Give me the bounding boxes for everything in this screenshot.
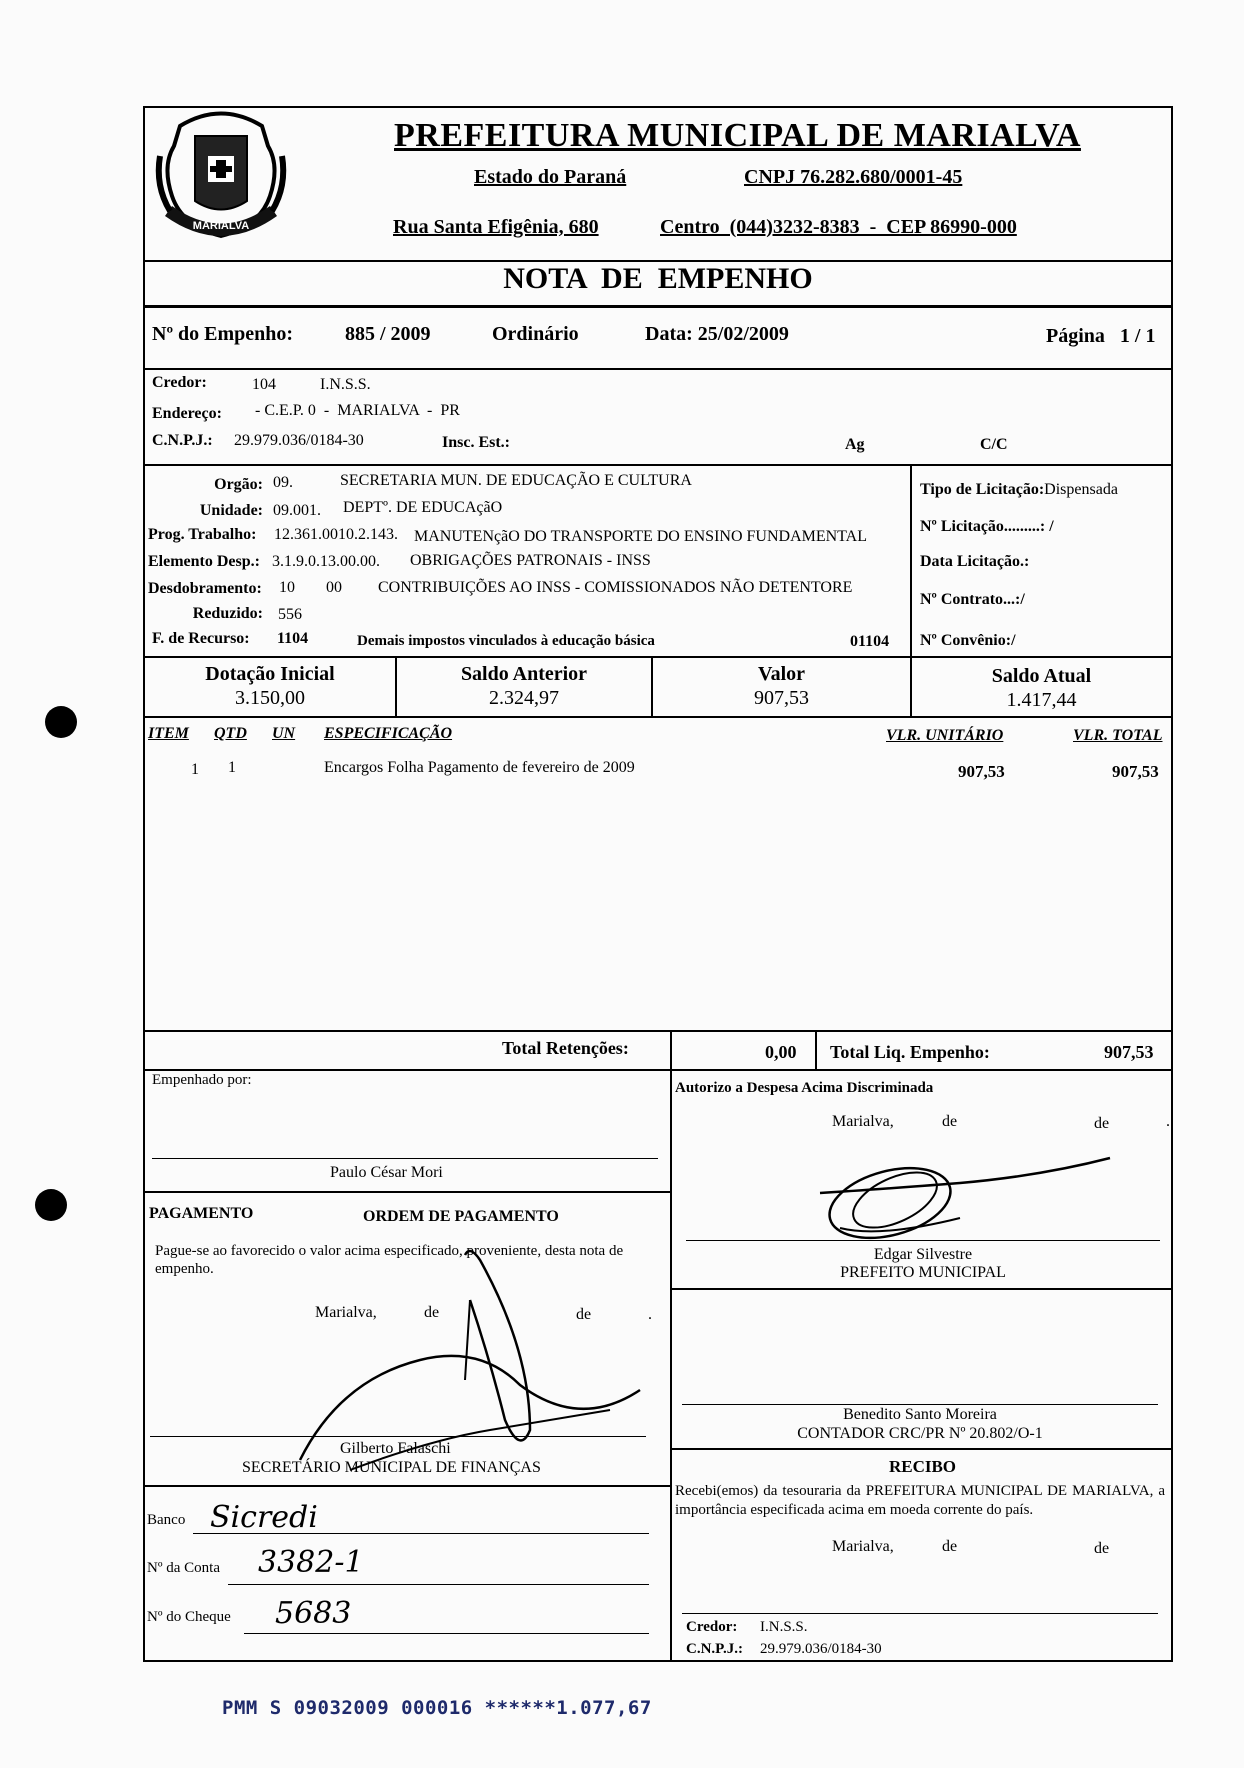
- banco-label: Banco: [147, 1512, 186, 1528]
- item-unit-value: 907,53: [958, 762, 1005, 781]
- empenho-label: Nº do Empenho:: [152, 323, 294, 345]
- punch-hole-bottom: [35, 1189, 67, 1221]
- empenho-date: Data: 25/02/2009: [645, 323, 789, 345]
- autorizo-role: PREFEITO MUNICIPAL: [840, 1264, 1006, 1281]
- desdobramento-b: 00: [326, 579, 342, 596]
- desdobramento-a: 10: [279, 579, 295, 596]
- empenhado-name: Paulo César Mori: [330, 1164, 443, 1181]
- recibo-cnpj-label: C.N.P.J.:: [686, 1641, 743, 1657]
- saldo-valor-label: Valor: [757, 663, 806, 685]
- pagamento-de1: de: [424, 1304, 440, 1321]
- empenho-page: Página 1 / 1: [1046, 325, 1156, 347]
- retencoes-value: 0,00: [765, 1042, 797, 1062]
- pagamento-city: Marialva,: [315, 1304, 377, 1321]
- pagamento-signer: Gilberto Falaschi: [340, 1440, 451, 1457]
- header-contact: Centro (044)3232-8383 - CEP 86990-000: [660, 216, 1017, 238]
- recibo-credor-label: Credor:: [686, 1619, 738, 1635]
- prog-label: Prog. Trabalho:: [148, 526, 257, 543]
- saldo-atual-label: Saldo Atual: [991, 665, 1092, 687]
- empenho-type: Ordinário: [492, 323, 579, 345]
- recurso-name: Demais impostos vinculados à educação básica: [357, 633, 655, 649]
- empenhado-label: Empenhado por:: [152, 1072, 252, 1088]
- elemento-label: Elemento Desp.:: [148, 553, 260, 570]
- credor-label: Credor:: [152, 374, 207, 391]
- recibo-de2: de: [1094, 1540, 1110, 1557]
- saldo-valor-value: 907,53: [754, 687, 809, 709]
- recibo-text: Recebi(emos) da tesouraria da PREFEITURA MUNICIPAL DE MARIALVA, a importância especificada acima em moeda corrente do país.: [675, 1483, 1165, 1518]
- licitacao-convenio: Nº Convênio:/: [920, 632, 1016, 649]
- col-total-value: VLR. TOTAL: [1073, 727, 1163, 744]
- autorizo-end: .: [1166, 1113, 1170, 1130]
- banco-value: Sicredi: [210, 1500, 318, 1535]
- saldo-dotacao-label: Dotação Inicial: [205, 663, 335, 685]
- autorizo-signer: Edgar Silvestre: [873, 1246, 973, 1263]
- contador-name: Benedito Santo Moreira: [843, 1406, 997, 1423]
- unidade-name: DEPTº. DE EDUCAçãO: [343, 499, 503, 516]
- conta-value: 3382-1: [258, 1545, 364, 1580]
- recurso-label: F. de Recurso:: [152, 630, 250, 647]
- reduzido-label: Reduzido:: [192, 605, 263, 622]
- pagamento-role: SECRETÁRIO MUNICIPAL DE FINANÇAS: [242, 1459, 541, 1476]
- header-street: Rua Santa Efigênia, 680: [393, 216, 599, 238]
- autorizo-de2: de: [1094, 1115, 1110, 1132]
- recurso-ref: 01104: [850, 633, 890, 650]
- empenho-number: 885 / 2009: [345, 323, 431, 345]
- contador-role: CONTADOR CRC/PR Nº 20.802/O-1: [797, 1425, 1043, 1442]
- licitacao-tipo-label: Tipo de Licitação:: [920, 481, 1045, 498]
- item-total-value: 907,53: [1112, 762, 1159, 781]
- conta-label: Nº da Conta: [147, 1560, 220, 1576]
- reduzido-value: 556: [278, 606, 302, 623]
- elemento-code: 3.1.9.0.13.00.00.: [272, 553, 380, 570]
- desdobramento-label: Desdobramento:: [148, 580, 262, 597]
- licitacao-data: Data Licitação.:: [920, 553, 1030, 570]
- header-cnpj: CNPJ 76.282.680/0001-45: [744, 166, 963, 188]
- pagamento-text: Pague-se ao favorecido o valor acima especificado, proveniente, desta nota de empenho.: [155, 1243, 624, 1277]
- item-spec: Encargos Folha Pagamento de fevereiro de 2009: [324, 759, 635, 776]
- address-label: Endereço:: [152, 405, 222, 422]
- autorizo-text: Autorizo a Despesa Acima Discriminada: [675, 1080, 934, 1096]
- liq-label: Total Liq. Empenho:: [830, 1042, 990, 1062]
- saldo-atual-value: 1.417,44: [1006, 689, 1077, 711]
- footer-stamp: PMM S 09032009 000016 ******1.077,67: [222, 1697, 652, 1719]
- autorizo-de1: de: [942, 1113, 958, 1130]
- pagamento-title: ORDEM DE PAGAMENTO: [363, 1208, 559, 1225]
- licitacao-tipo-value: Dispensada: [1044, 481, 1118, 498]
- insc-label: Insc. Est.:: [442, 434, 511, 451]
- credor-cnpj-label: C.N.P.J.:: [152, 432, 213, 449]
- elemento-name: OBRIGAÇÕES PATRONAIS - INSS: [410, 552, 651, 569]
- licitacao-tipo: [920, 481, 1118, 499]
- licitacao-numero: Nº Licitação.........: /: [920, 518, 1054, 535]
- punch-hole-top: [45, 706, 77, 738]
- prog-code: 12.361.0010.2.143.: [274, 526, 398, 543]
- crest-text: MARIALVA: [192, 220, 250, 232]
- pagamento-de2: de: [576, 1306, 592, 1323]
- recibo-city: Marialva,: [832, 1538, 894, 1555]
- item-number: 1: [191, 761, 199, 778]
- autorizo-city: Marialva,: [832, 1113, 894, 1130]
- cheque-label: Nº do Cheque: [147, 1609, 231, 1625]
- recibo-title: RECIBO: [888, 1457, 957, 1476]
- liq-value: 907,53: [1104, 1042, 1154, 1062]
- pagamento-label: PAGAMENTO: [149, 1205, 254, 1222]
- col-unit-value: VLR. UNITÁRIO: [886, 727, 1004, 744]
- item-qtd: 1: [228, 759, 236, 776]
- recurso-code: 1104: [277, 630, 309, 647]
- col-spec: ESPECIFICAÇÃO: [324, 725, 453, 742]
- credor-cnpj: 29.979.036/0184-30: [234, 432, 364, 449]
- pagamento-end: .: [648, 1306, 652, 1323]
- municipal-crest-icon: [150, 106, 292, 256]
- orgao-code: 09.: [273, 474, 293, 491]
- recibo-credor: I.N.S.S.: [760, 1619, 808, 1635]
- orgao-name: SECRETARIA MUN. DE EDUCAÇÃO E CULTURA: [340, 472, 692, 489]
- orgao-label: Orgão:: [214, 476, 263, 493]
- cc-label: C/C: [980, 436, 1008, 453]
- retencoes-label: Total Retenções:: [502, 1038, 629, 1058]
- ag-label: Ag: [845, 436, 865, 453]
- document-title: NOTA DE EMPENHO: [503, 262, 813, 295]
- prog-name: MANUTENçãO DO TRANSPORTE DO ENSINO FUNDAMENTAL: [414, 528, 867, 545]
- saldo-anterior-value: 2.324,97: [489, 687, 559, 709]
- cheque-value: 5683: [275, 1596, 352, 1631]
- col-item: ITEM: [148, 725, 189, 742]
- header-title: PREFEITURA MUNICIPAL DE MARIALVA: [394, 117, 1081, 154]
- saldo-dotacao-value: 3.150,00: [235, 687, 305, 709]
- desdobramento-name: CONTRIBUIÇÕES AO INSS - COMISSIONADOS NÃO DETENTORE: [378, 579, 853, 596]
- secretario-signature: [290, 1240, 650, 1480]
- recibo-cnpj: 29.979.036/0184-30: [760, 1641, 882, 1657]
- prefeito-signature: [810, 1148, 1120, 1258]
- unidade-code: 09.001.: [273, 502, 321, 519]
- recibo-de1: de: [942, 1538, 958, 1555]
- credor-name: I.N.S.S.: [320, 376, 371, 393]
- col-qtd: QTD: [214, 725, 247, 742]
- licitacao-contrato: Nº Contrato...:/: [920, 591, 1025, 608]
- saldo-anterior-label: Saldo Anterior: [460, 663, 588, 685]
- address-value: - C.E.P. 0 - MARIALVA - PR: [255, 402, 460, 419]
- header-state: Estado do Paraná: [474, 166, 627, 188]
- credor-code: 104: [252, 376, 276, 393]
- col-un: UN: [272, 725, 296, 742]
- unidade-label: Unidade:: [199, 502, 263, 519]
